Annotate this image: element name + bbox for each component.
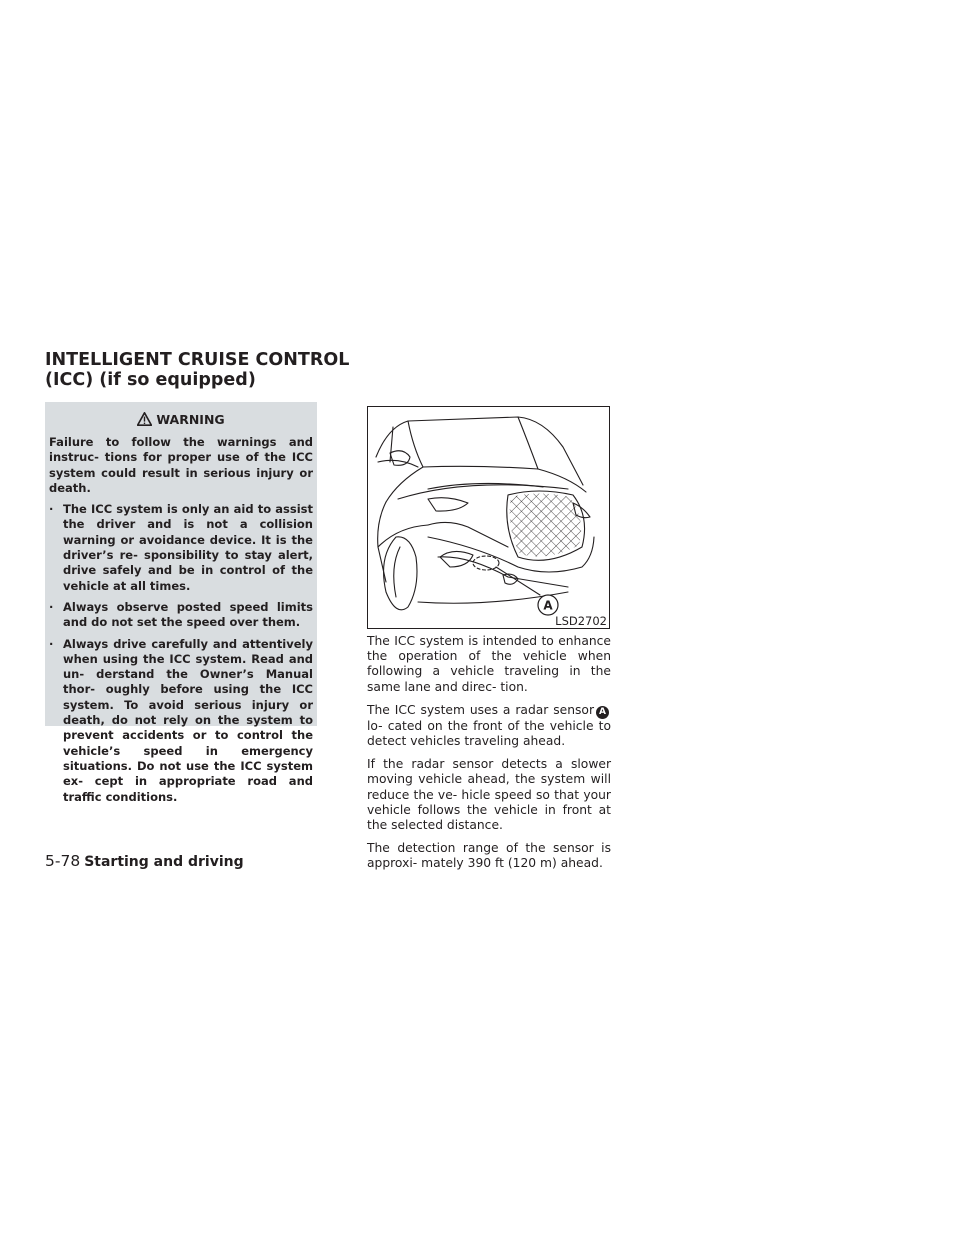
vehicle-radar-figure <box>367 406 610 629</box>
page-number: 5-78 <box>45 852 81 870</box>
body-paragraph-2-end: lo- cated on the front of the vehicle to detect vehicles traveling ahead. <box>367 718 611 749</box>
warning-triangle-icon <box>137 412 152 426</box>
body-paragraph-3: If the radar sensor detects a slower moving vehicle ahead, the system will reduce the ve- hicle speed so that your vehicle follows the vehicle in front at the selected distance. <box>367 757 611 833</box>
warning-header <box>49 408 313 430</box>
bullet-dot: · <box>49 636 54 651</box>
warning-bullet <box>49 600 313 631</box>
warning-bullet <box>49 637 313 805</box>
figure-code: LSD2702 <box>555 614 607 628</box>
vehicle-front-illustration <box>368 407 609 628</box>
warning-bullet-text: Always observe posted speed limits and do not set the speed over them. <box>63 599 313 630</box>
body-paragraph-2 <box>367 703 611 749</box>
bullet-dot: · <box>49 599 54 614</box>
body-paragraph-2-start: The ICC system uses a radar sensor <box>367 702 594 717</box>
warning-heading: WARNING <box>156 411 225 427</box>
callout-a-icon: A <box>596 706 609 719</box>
footer-section-name: Starting and driving <box>84 854 244 870</box>
warning-bullet-list <box>49 502 313 805</box>
warning-bullet-text: The ICC system is only an aid to assist the driver and is not a collision warning or avoidance device. It is the driver’s re- sponsibility to stay alert, drive safely and be in control of the vehicle at all times. <box>63 502 313 593</box>
body-paragraph-4: The detection range of the sensor is approxi- mately 390 ft (120 m) ahead. <box>367 841 611 871</box>
section-title <box>45 350 465 390</box>
bullet-dot: · <box>49 502 54 517</box>
figure-callout-a: A <box>543 598 553 613</box>
warning-bullet <box>49 502 313 594</box>
section-title-line-1: INTELLIGENT CRUISE CONTROL <box>45 350 350 370</box>
warning-box <box>45 402 317 804</box>
page-footer <box>45 852 244 871</box>
warning-bullet-text: Always drive carefully and attentively when using the ICC system. Read and un- derstand the Owner’s Manual thor- oughly before using the ICC system. To avoid serious injury or death, do not rely on the system to prevent accidents or to control the vehicle’s speed in emergency situations. Do not use the ICC system ex- cept in appropriate road and traffic conditions. <box>63 636 313 804</box>
body-text-column <box>367 634 611 880</box>
section-title-line-2: (ICC) (if so equipped) <box>45 370 256 390</box>
body-paragraph-1: The ICC system is intended to enhance the operation of the vehicle when following a vehicle traveling in the same lane and direc- tion. <box>367 634 611 694</box>
warning-intro: Failure to follow the warnings and instruc- tions for proper use of the ICC system could result in serious injury or death. <box>49 435 313 495</box>
